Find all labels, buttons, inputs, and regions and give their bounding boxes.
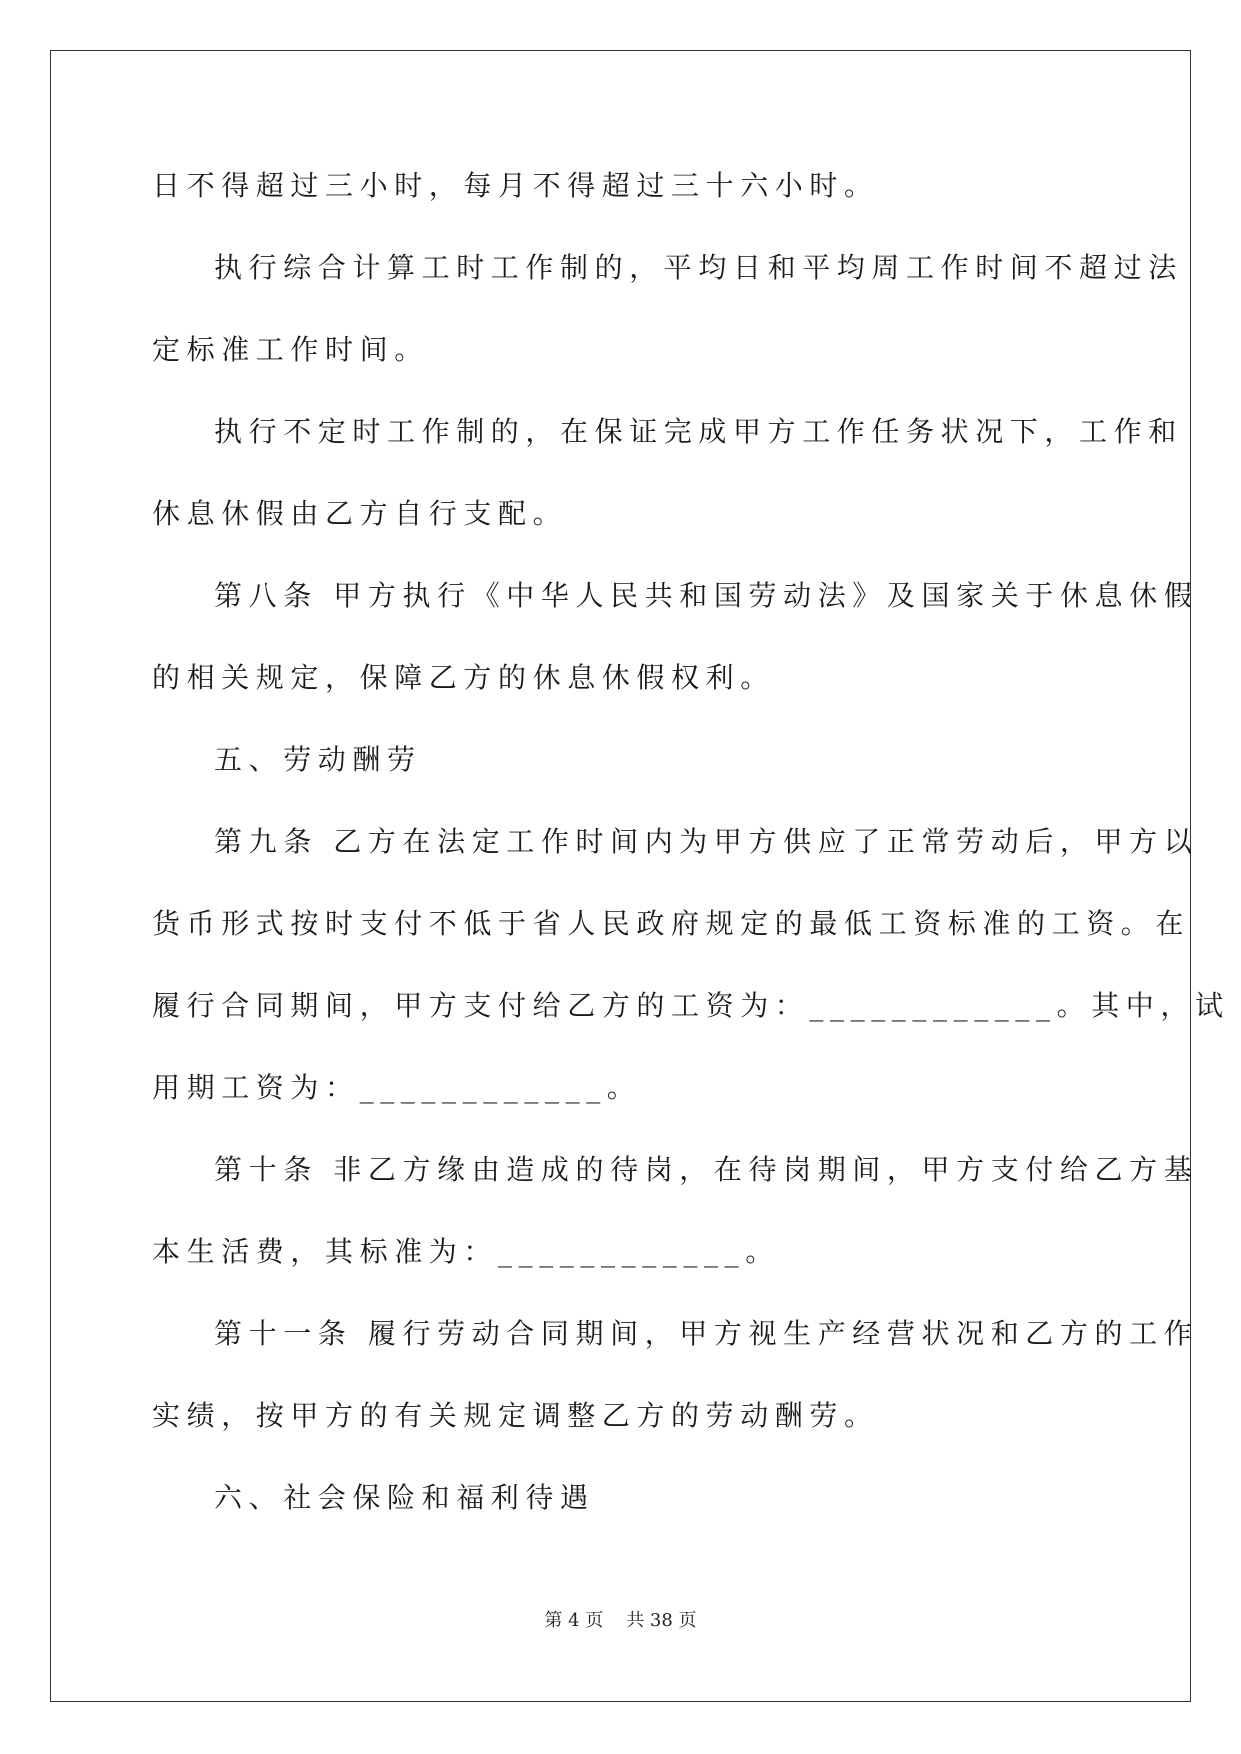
text-line: 第八条 甲方执行《中华人民共和国劳动法》及国家关于休息休假 xyxy=(152,579,1199,612)
text-line: 休息休假由乙方自行支配。 xyxy=(152,497,568,530)
text-line: 的相关规定，保障乙方的休息休假权利。 xyxy=(152,661,775,694)
text-line: 履行合同期间，甲方支付给乙方的工资为：____________。其中，试 xyxy=(152,989,1230,1022)
page-number-footer: 第 4 页 共 38 页 xyxy=(544,1610,697,1631)
text-line: 执行综合计算工时工作制的，平均日和平均周工作时间不超过法 xyxy=(152,251,1183,284)
text-line: 货币形式按时支付不低于省人民政府规定的最低工资标准的工资。在 xyxy=(152,907,1191,940)
text-line: 第九条 乙方在法定工作时间内为甲方供应了正常劳动后，甲方以 xyxy=(152,825,1199,858)
text-line: 本生活费，其标准为：____________。 xyxy=(152,1235,780,1268)
text-line: 第十条 非乙方缘由造成的待岗，在待岗期间，甲方支付给乙方基 xyxy=(152,1153,1199,1186)
text-line: 定标准工作时间。 xyxy=(152,333,429,366)
page-border xyxy=(50,50,1191,1702)
text-line: 执行不定时工作制的，在保证完成甲方工作任务状况下，工作和 xyxy=(152,415,1183,448)
section-heading: 五、劳动酬劳 xyxy=(152,743,422,776)
text-line: 实绩，按甲方的有关规定调整乙方的劳动酬劳。 xyxy=(152,1399,879,1432)
text-line: 日不得超过三小时，每月不得超过三十六小时。 xyxy=(152,169,879,202)
text-line: 用期工资为：____________。 xyxy=(152,1071,642,1104)
section-heading: 六、社会保险和福利待遇 xyxy=(152,1481,595,1514)
text-line: 第十一条 履行劳动合同期间，甲方视生产经营状况和乙方的工作 xyxy=(152,1317,1199,1350)
